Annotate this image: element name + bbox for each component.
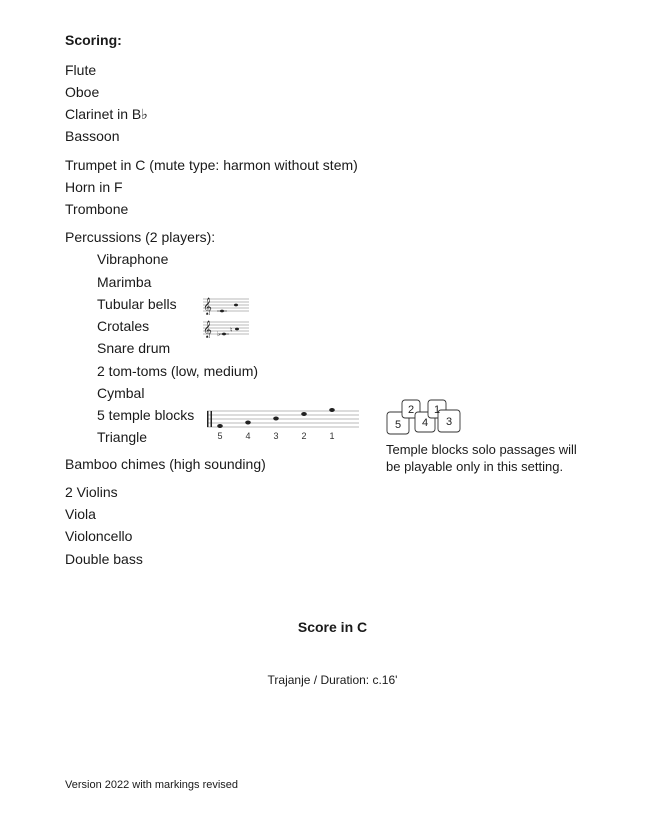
instrument-violoncello: Violoncello xyxy=(65,528,133,544)
temple-note xyxy=(301,412,307,416)
clef-bar-icon xyxy=(207,411,209,427)
perc-snare-drum: Snare drum xyxy=(97,340,171,356)
scoring-heading: Scoring: xyxy=(65,32,122,48)
block-label: 1 xyxy=(433,404,441,416)
instrument-horn: Horn in F xyxy=(65,179,123,195)
block-label: 5 xyxy=(394,419,402,431)
temple-number: 2 xyxy=(301,431,307,441)
temple-note xyxy=(217,424,223,428)
block-label: 4 xyxy=(421,417,429,429)
perc-temple-blocks: 5 temple blocks xyxy=(97,407,195,423)
instrument-bassoon: Bassoon xyxy=(65,128,120,144)
temple-number: 1 xyxy=(329,431,335,441)
svg-text:♭: ♭ xyxy=(217,331,221,338)
instrument-trombone: Trombone xyxy=(65,201,129,217)
svg-text:♮: ♮ xyxy=(230,327,233,334)
svg-text:𝄞: 𝄞 xyxy=(203,320,212,338)
flat-icon: ♭ xyxy=(141,107,148,123)
instrument-oboe: Oboe xyxy=(65,84,100,100)
perc-crotales: Crotales xyxy=(97,318,150,334)
temple-blocks-staff xyxy=(203,403,363,443)
crotales-staff-icon xyxy=(203,318,251,338)
block-label: 3 xyxy=(445,416,453,428)
instrument-trumpet: Trumpet in C (mute type: harmon without stem) xyxy=(65,157,358,173)
tubular-bells-staff-icon xyxy=(203,295,251,315)
svg-text:𝄞: 𝄞 xyxy=(203,297,212,315)
score-title: Score in C xyxy=(297,619,368,635)
perc-triangle: Triangle xyxy=(97,429,148,445)
version-note: Version 2022 with markings revised xyxy=(65,779,239,791)
instrument-violins: 2 Violins xyxy=(65,484,118,500)
temple-number: 4 xyxy=(245,431,251,441)
duration: Trajanje / Duration: c.16' xyxy=(267,673,398,687)
perc-tom-toms: 2 tom-toms (low, medium) xyxy=(97,363,259,379)
perc-tubular-bells: Tubular bells xyxy=(97,296,177,312)
temple-note xyxy=(273,417,279,421)
perc-cymbal: Cymbal xyxy=(97,385,145,401)
instrument-double-bass: Double bass xyxy=(65,551,143,567)
perc-marimba: Marimba xyxy=(97,274,152,290)
temple-number: 5 xyxy=(217,431,223,441)
block-label: 2 xyxy=(407,404,415,416)
instrument-viola: Viola xyxy=(65,506,96,522)
temple-number: 3 xyxy=(273,431,279,441)
percussion-heading: Percussions (2 players): xyxy=(65,229,216,245)
temple-note xyxy=(329,408,335,412)
instrument-clarinet-label: Clarinet in B xyxy=(65,106,142,122)
temple-blocks-diagram xyxy=(384,398,464,438)
instrument-flute: Flute xyxy=(65,62,97,78)
temple-note xyxy=(245,421,251,425)
instrument-bamboo-chimes: Bamboo chimes (high sounding) xyxy=(65,456,266,472)
instrument-clarinet xyxy=(65,105,148,124)
temple-blocks-note: Temple blocks solo passages will be playable only in this setting. xyxy=(386,442,577,474)
perc-vibraphone: Vibraphone xyxy=(97,251,169,267)
